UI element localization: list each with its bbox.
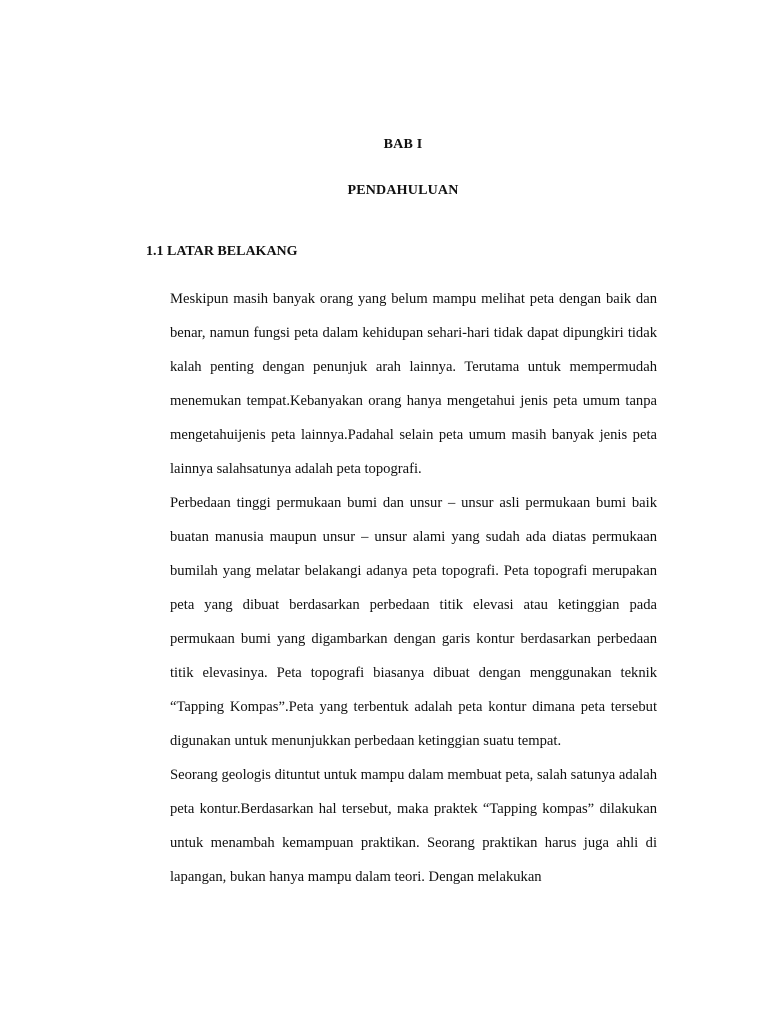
body-text [170, 282, 657, 894]
chapter-label: BAB I [383, 137, 423, 152]
paragraph-2: Perbedaan tinggi permukaan bumi dan unsur – unsur asli permukaan bumi baik buatan manusia maupun unsur – unsur alami yang sudah ada diatas permukaan bumilah yang melatar belakangi adanya peta topografi. Peta topografi merupakan peta yang dibuat berdasarkan perbedaan titik elevasi atau ketinggian pada permukaan bumi yang digambarkan dengan garis kontur berdasarkan perbedaan titik elevasinya. Peta topografi biasanya dibuat dengan menggunakan teknik “Tapping Kompas”.Peta yang terbentuk adalah peta kontur dimana peta tersebut digunakan untuk menunjukkan perbedaan ketinggian suatu tempat. [170, 495, 657, 749]
chapter-title: PENDAHULUAN [347, 183, 459, 198]
section-heading: 1.1 LATAR BELAKANG [146, 244, 298, 259]
paragraph-3: Seorang geologis dituntut untuk mampu dalam membuat peta, salah satunya adalah peta kontur.Berdasarkan hal tersebut, maka praktek “Tapping kompas” dilakukan untuk menambah kemampuan praktikan. Seorang praktikan harus juga ahli di lapangan, bukan hanya mampu dalam teori. Dengan melakukan [170, 767, 657, 885]
paragraph-1: Meskipun masih banyak orang yang belum mampu melihat peta dengan baik dan benar, namun fungsi peta dalam kehidupan sehari-hari tidak dapat dipungkiri tidak kalah penting dengan penunjuk arah lainnya. Terutama untuk mempermudah menemukan tempat.Kebanyakan orang hanya mengetahui jenis peta umum tanpa mengetahuijenis peta lainnya.Padahal selain peta umum masih banyak jenis peta lainnya salahsatunya adalah peta topografi. [170, 291, 657, 477]
